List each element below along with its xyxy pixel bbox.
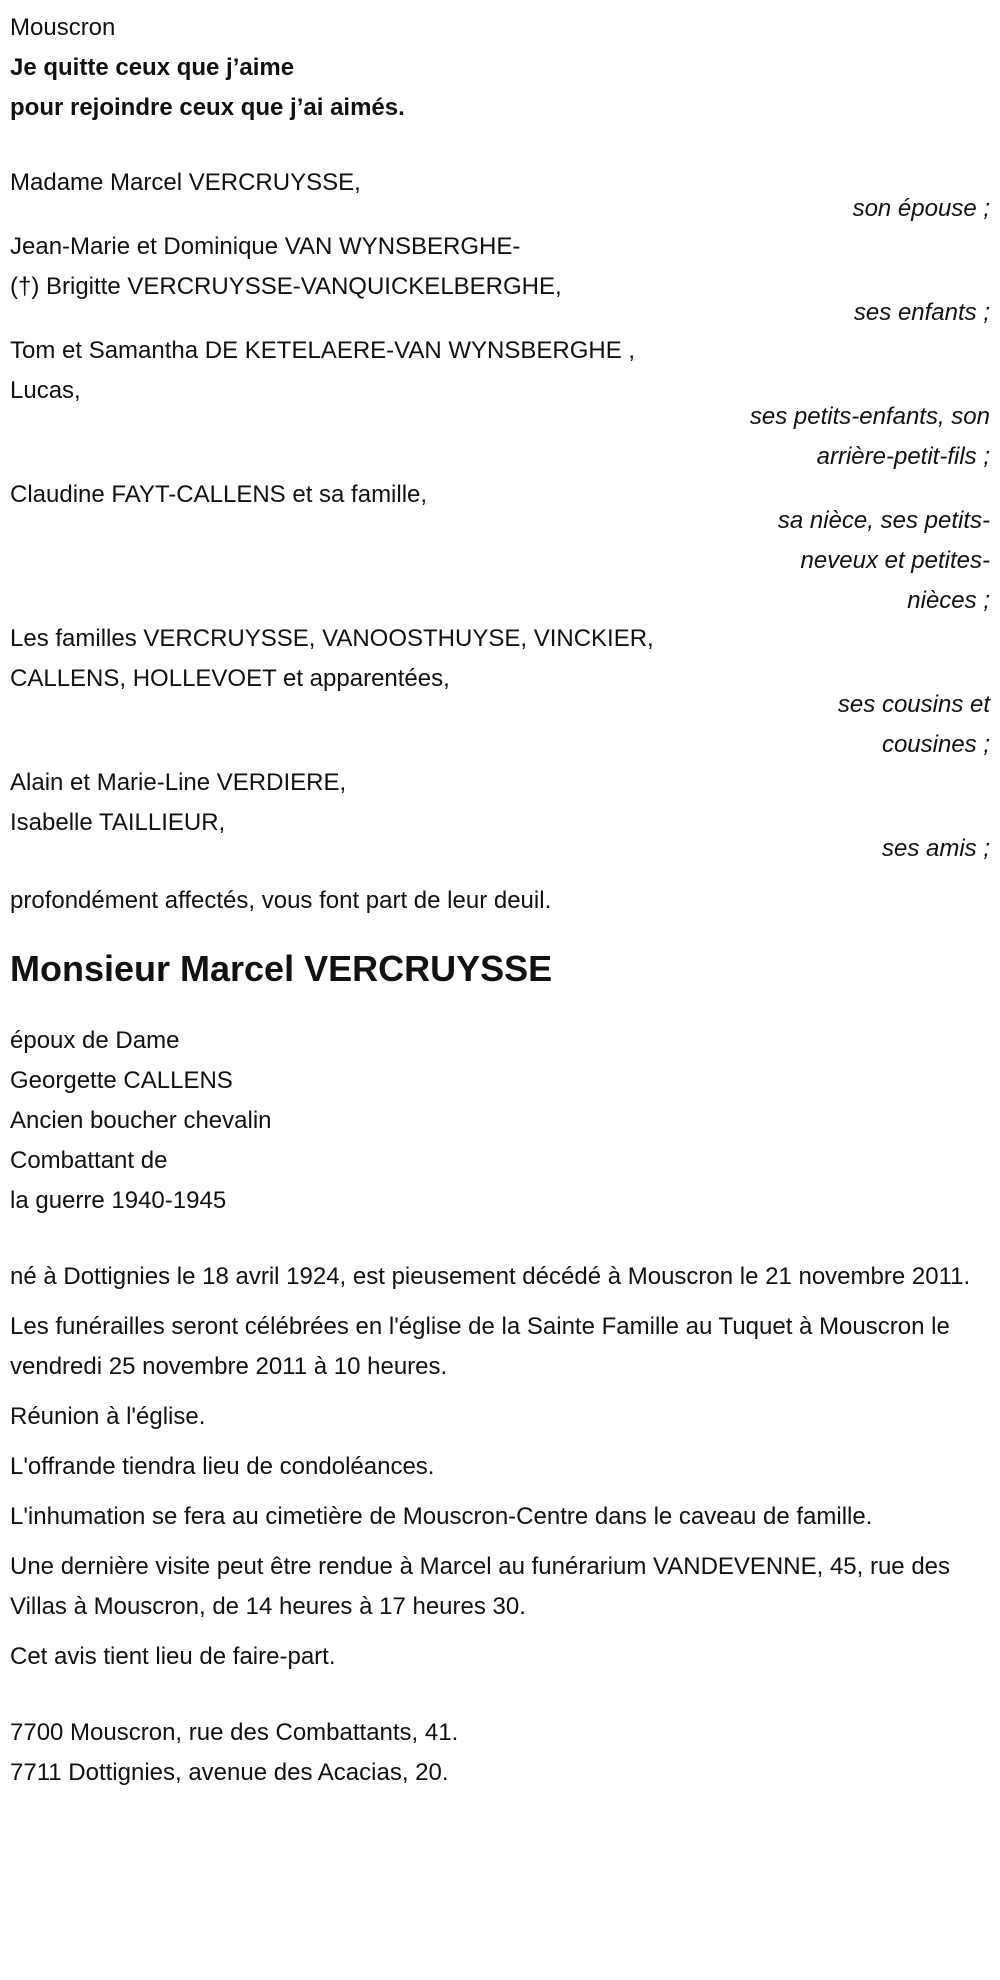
detail-line: époux de Dame — [10, 1027, 180, 1054]
family-name: (†) Brigitte VERCRUYSSE-VANQUICKELBERGHE, — [10, 273, 562, 300]
info-paragraph: L'offrande tiendra lieu de condoléances. — [10, 1453, 435, 1480]
family-list — [10, 163, 990, 869]
family-entry — [10, 331, 990, 477]
funeral-information — [10, 1257, 990, 1677]
family-role: ses cousins et cousines ; — [837, 691, 990, 758]
info-paragraph: Une dernière visite peut être rendue à Marcel au funérarium VANDEVENNE, 45, rue des Villas à Mouscron, de 14 heures à 17 heures 30. — [10, 1553, 951, 1620]
location: Mouscron — [10, 14, 116, 41]
family-entry — [10, 163, 990, 229]
family-name: Madame Marcel VERCRUYSSE, — [10, 169, 361, 196]
family-name: Claudine FAYT-CALLENS et sa famille, — [10, 481, 428, 508]
info-paragraph: L'inhumation se fera au cimetière de Mouscron-Centre dans le caveau de famille. — [10, 1503, 873, 1530]
info-paragraph: Cet avis tient lieu de faire-part. — [10, 1643, 336, 1670]
address-line: 7700 Mouscron, rue des Combattants, 41. — [10, 1719, 459, 1746]
deceased-details — [10, 1021, 990, 1221]
family-entry — [10, 475, 990, 621]
info-paragraph: né à Dottignies le 18 avril 1924, est pieusement décédé à Mouscron le 21 novembre 2011. — [10, 1263, 971, 1290]
family-name: Jean-Marie et Dominique VAN WYNSBERGHE- — [10, 233, 521, 260]
family-role: ses enfants ; — [853, 299, 990, 326]
family-entry — [10, 619, 990, 765]
detail-line: la guerre 1940-1945 — [10, 1187, 227, 1214]
detail-line: Ancien boucher chevalin — [10, 1107, 272, 1134]
address-line: 7711 Dottignies, avenue des Acacias, 20. — [10, 1759, 449, 1786]
family-name: Alain et Marie-Line VERDIERE, — [10, 769, 347, 796]
quote-line: pour rejoindre ceux que j’ai aimés. — [10, 94, 405, 121]
family-name: Isabelle TAILLIEUR, — [10, 809, 226, 836]
deceased-name: Monsieur Marcel VERCRUYSSE — [10, 948, 553, 989]
family-entry — [10, 763, 990, 869]
family-role: son épouse ; — [852, 195, 990, 222]
detail-line: Georgette CALLENS — [10, 1067, 233, 1094]
family-role: ses petits-enfants, son arrière-petit-fils ; — [749, 403, 990, 470]
detail-line: Combattant de — [10, 1147, 168, 1174]
addresses — [10, 1713, 990, 1793]
family-closing: profondément affectés, vous font part de leur deuil. — [10, 887, 552, 914]
family-role: ses amis ; — [881, 835, 990, 862]
family-role: sa nièce, ses petits-neveux et petites-nièces ; — [777, 507, 990, 614]
info-paragraph: Réunion à l'église. — [10, 1403, 206, 1430]
quote-line: Je quitte ceux que j’aime — [10, 54, 295, 81]
info-paragraph: Les funérailles seront célébrées en l'église de la Sainte Famille au Tuquet à Mouscron le vendredi 25 novembre 2011 à 10 heures. — [10, 1313, 950, 1380]
family-name: Tom et Samantha DE KETELAERE-VAN WYNSBERGHE , — [10, 337, 636, 364]
family-name: Les familles VERCRUYSSE, VANOOSTHUYSE, VINCKIER, — [10, 625, 654, 652]
family-entry — [10, 227, 990, 333]
family-name: CALLENS, HOLLEVOET et apparentées, — [10, 665, 450, 692]
family-name: Lucas, — [10, 377, 81, 404]
